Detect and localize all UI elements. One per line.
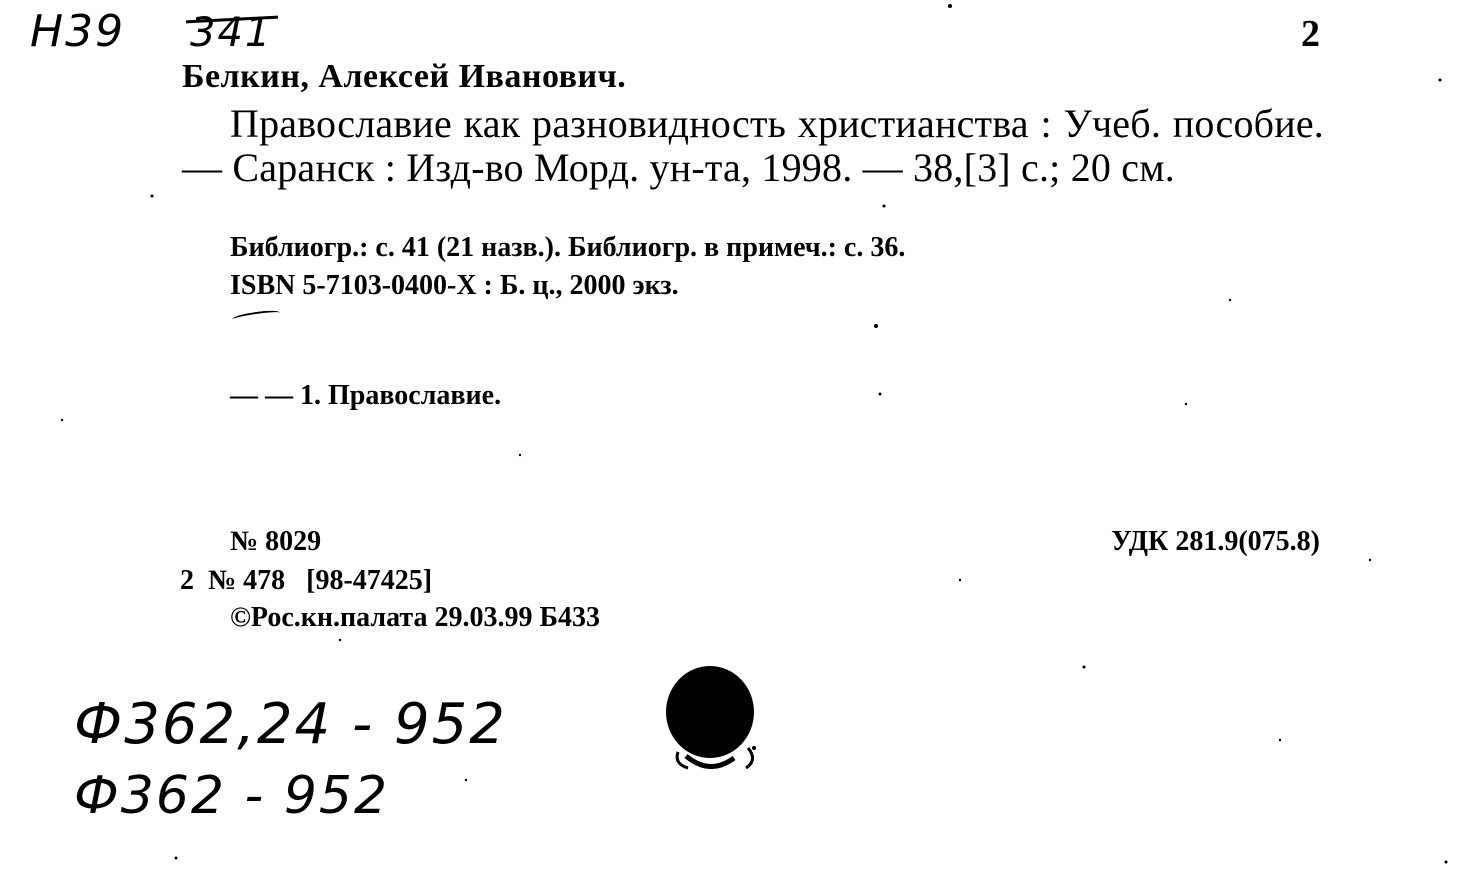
handwritten-inventory-note-1: Ф362,24 - 952 [74,692,507,757]
registration-number: № 8029 [230,526,322,557]
handwritten-shelf-number: 341 [190,10,273,56]
bibliography-note: Библиогр.: с. 41 (21 назв.). Библиогр. в примеч.: с. 36. [230,232,906,263]
subject-heading: — — 1. Православие. [230,380,502,411]
isbn-underline-mark [232,309,281,324]
punch-hole-mark [664,664,762,774]
card-count: 2 [1301,13,1320,55]
handwritten-inventory-note-2: Ф362 - 952 [74,766,390,826]
isbn-line: ISBN 5-7103-0400-X : Б. ц., 2000 экз. [230,270,679,301]
registration-second-line: 2 № 478 [98-47425] [180,565,433,596]
author-heading: Белкин, Алексей Иванович. [182,58,627,95]
copyright-line: ©Рос.кн.палата 29.03.99 Б433 [230,602,600,633]
bibliographic-description: Православие как разновидность христианства : Учеб. пособие. — Саранск : Изд-во Морд. ун-та, 1998. — 38,[3] с.; 20 см. [182,101,1324,190]
udk-code: УДК 281.9(075.8) [1111,526,1320,557]
handwritten-shelf-mark: Н39 [30,6,126,57]
